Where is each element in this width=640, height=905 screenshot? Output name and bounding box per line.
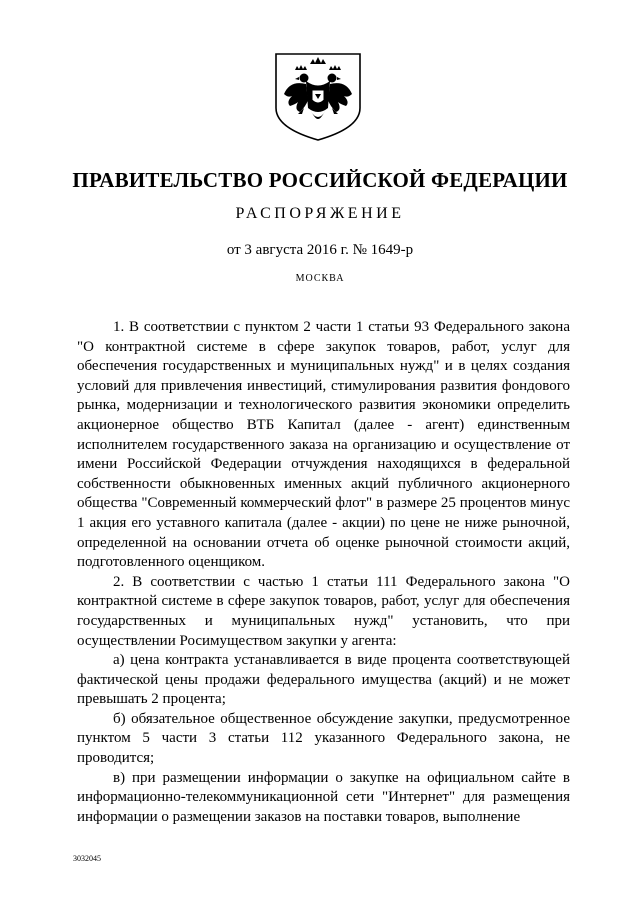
coat-of-arms-icon: [270, 50, 366, 142]
paragraph-2: 2. В соответствии с частью 1 статьи 111 Федерального закона "О контрактной системе в сфере закупок товаров, работ, услуг для обеспечения государственных и муниципальных нужд" установить, что при осуществлении Росимуществом закупки у агента:: [77, 573, 570, 649]
document-body: [77, 318, 570, 827]
paragraph-2b: б) обязательное общественное обсуждение закупки, предусмотренное пунктом 5 части 3 статьи 112 указанного Федерального закона, не проводится;: [77, 710, 570, 767]
document-date-number: от 3 августа 2016 г. № 1649-р: [226, 242, 414, 258]
paragraph-2c: в) при размещении информации о закупке на официальном сайте в информационно-телекоммуникационной сети "Интернет" для размещения информации о размещении заказов на поставки товаров, выполнение: [77, 769, 570, 825]
footer-code: 3032045: [73, 854, 101, 863]
paragraph-2a: а) цена контракта устанавливается в виде процента соответствующей фактической цены продажи федерального имущества (акций) и не может превышать 2 процента;: [77, 652, 570, 708]
document-city: МОСКВА: [295, 273, 345, 284]
paragraph-1: 1. В соответствии с пунктом 2 части 1 статьи 93 Федерального закона "О контрактной системе в сфере закупок товаров, работ, услуг для обеспечения государственных и муниципальных нужд" и в целях создания условий для привлечения инвестиций, стимулирования развития фондового рынка, модернизации и технологического развития экономики определить акционерное общество ВТБ Капитал (далее - агент) единственным исполнителем государственного заказа на организацию и осуществление от имени Российской Федерации отчуждения находящихся в федеральной собственности обыкновенных именных акций публичного акционерного общества "Современный коммерческий флот" в размере 25 процентов минус 1 акция его уставного капитала (далее - акции) по цене не ниже рыночной, определенной на основании отчета об оценке рыночной стоимости акций, подготовленного оценщиком.: [77, 319, 570, 571]
document-type: РАСПОРЯЖЕНИЕ: [235, 205, 405, 222]
government-title: ПРАВИТЕЛЬСТВО РОССИЙСКОЙ ФЕДЕРАЦИИ: [72, 168, 568, 192]
